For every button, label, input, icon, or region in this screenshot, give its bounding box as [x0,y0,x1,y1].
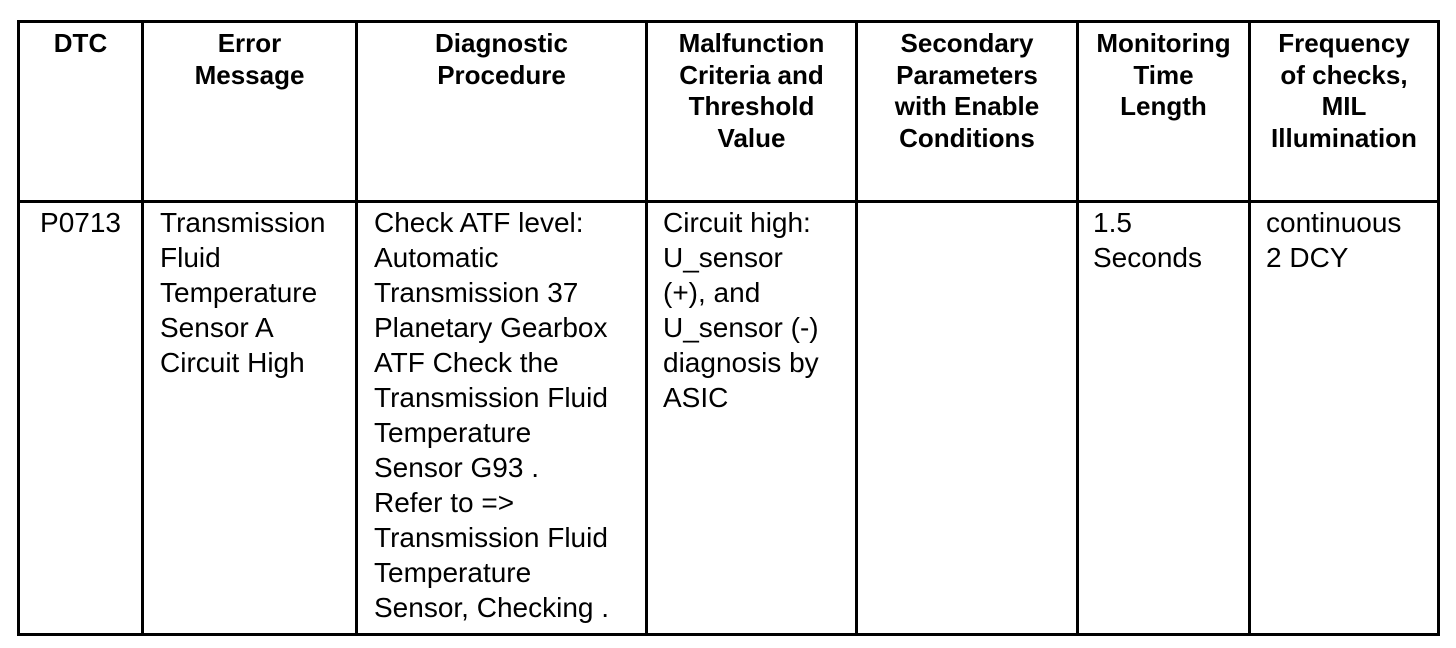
header-error-message: Error Message [143,22,357,202]
header-diagnostic-procedure: Diagnostic Procedure [357,22,647,202]
header-dtc: DTC [19,22,143,202]
header-row [19,22,1439,202]
dtc-table [17,20,1440,636]
table-row [19,202,1439,635]
cell-error-message: Transmission Fluid Temperature Sensor A Circuit High [143,202,357,635]
header-frequency: Frequency of checks, MIL Illumination [1250,22,1439,202]
cell-frequency: continuous 2 DCY [1250,202,1439,635]
header-malfunction-criteria: Malfunction Criteria and Threshold Value [647,22,857,202]
cell-dtc: P0713 [19,202,143,635]
cell-diagnostic-procedure: Check ATF level: Automatic Transmission 37 Planetary Gearbox ATF Check the Transmission Fluid Temperature Sensor G93 . Refer to => Transmission Fluid Temperature Sensor, Checking . [357,202,647,635]
header-monitoring-time: Monitoring Time Length [1078,22,1250,202]
cell-monitoring-time: 1.5 Seconds [1078,202,1250,635]
cell-secondary-parameters [857,202,1078,635]
cell-malfunction-criteria: Circuit high: U_sensor (+), and U_sensor (-) diagnosis by ASIC [647,202,857,635]
header-secondary-parameters: Secondary Parameters with Enable Conditions [857,22,1078,202]
